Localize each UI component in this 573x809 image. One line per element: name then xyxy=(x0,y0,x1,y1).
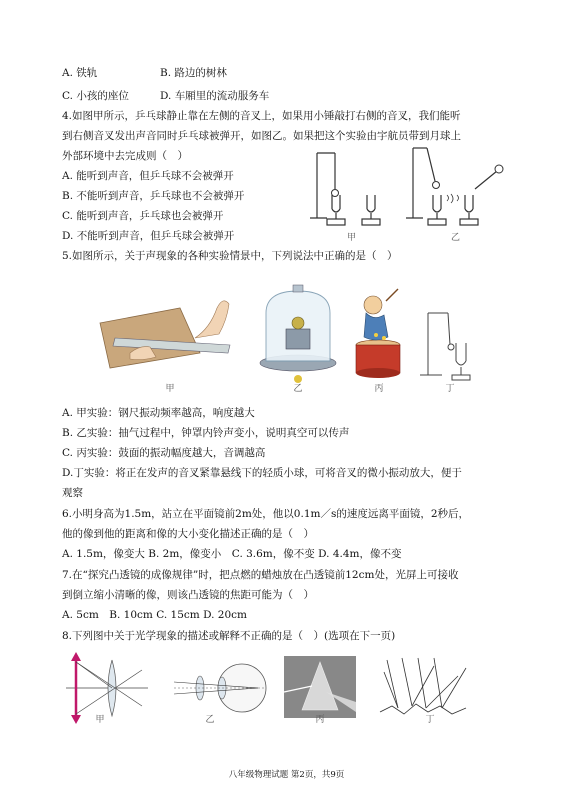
q5-option-d-line1: D.丁实验：将正在发声的音叉紧靠悬线下的轻质小球，可将音叉的微小振动放大，便于 xyxy=(62,467,462,479)
page-footer: 八年级物理试题 第2页，共9页 xyxy=(228,770,345,780)
q8-label-bing: 丙 xyxy=(315,715,325,725)
q7-stem-line2: 到倒立缩小清晰的像，则该凸透镜的焦距可能为（ ） xyxy=(62,589,314,601)
q5-label-yi: 乙 xyxy=(293,384,303,394)
q5-stem: 5.如图所示，关于声现象的各种实验情景中，下列说法中正确的是（ ） xyxy=(62,250,398,262)
q7-options: A. 5cm B. 10cm C. 15cm D. 20cm xyxy=(62,609,247,621)
q4-option-d: D. 不能听到声音，但乒乓球会被弹开 xyxy=(62,230,235,242)
q5-label-jia: 甲 xyxy=(165,384,175,394)
q8-label-ding: 丁 xyxy=(425,715,435,725)
q8-stem: 8.下列图中关于光学现象的描述或解释不正确的是（ ）(选项在下一页) xyxy=(62,630,396,642)
q5-option-c: C. 丙实验：鼓面的振动幅度越大，音调越高 xyxy=(62,447,266,459)
q6-options: A. 1.5m，像变大 B. 2m，像变小 C. 3.6m，像不变 D. 4.4m，像不变 xyxy=(62,548,402,560)
q4-stem-line1: 4.如图甲所示，乒乓球静止靠在左侧的音叉上，如果用小锤敲打右侧的音叉，我们能听 xyxy=(62,110,461,122)
q5-fig-bing-drum xyxy=(356,289,400,378)
q3-option-d: D. 车厢里的流动服务车 xyxy=(160,90,270,102)
q5-option-d-line2: 观察 xyxy=(62,487,83,499)
q4-stem-line2: 到右侧音叉发出声音同时乒乓球被弹开，如图乙。如果把这个实验由宇航员带到月球上 xyxy=(62,130,461,142)
q8-fig-bing-prism xyxy=(284,656,356,718)
q5-label-bing: 丙 xyxy=(374,384,384,394)
q7-stem-line1: 7.在“探究凸透镜的成像规律”时，把点燃的蜡烛放在凸透镜前12cm处，光屏上可接收 xyxy=(62,569,459,581)
q5-option-b: B. 乙实验：抽气过程中，钟罩内铃声变小，说明真空可以传声 xyxy=(62,427,350,439)
q4-stem-line3: 外部环境中去完成则（ ） xyxy=(62,150,188,162)
q8-label-yi: 乙 xyxy=(205,715,215,725)
q4-option-c: C. 能听到声音，乒乓球也会被弹开 xyxy=(62,210,224,222)
q4-tuning-fork-figure xyxy=(305,143,505,243)
q5-label-ding: 丁 xyxy=(445,384,455,394)
q4-option-a: A. 能听到声音，但乒乓球不会被弹开 xyxy=(62,170,234,182)
q4-option-b: B. 不能听到声音，乒乓球也不会被弹开 xyxy=(62,190,245,202)
q4-fig-label-jia: 甲 xyxy=(347,233,357,243)
q5-fig-jia-ruler xyxy=(100,301,230,368)
q3-option-c: C. 小孩的座位 xyxy=(62,90,129,102)
q3-option-a: A. 铁轨 xyxy=(62,67,98,79)
q5-option-a: A. 甲实验：钢尺振动频率越高，响度越大 xyxy=(62,407,255,419)
q6-stem-line2: 他的像到他的距离和像的大小变化描述正确的是（ ） xyxy=(62,528,314,540)
q3-option-b: B. 路边的树林 xyxy=(160,67,227,79)
q4-fig-label-yi: 乙 xyxy=(451,233,461,243)
q6-stem-line1: 6.小明身高为1.5m，站立在平面镜前2m处，他以0.1m／s的速度远离平面镜，2秒后， xyxy=(62,508,470,520)
q8-fig-yi-eye xyxy=(174,664,266,712)
q5-fig-yi-bell-jar xyxy=(260,285,336,383)
q8-label-jia: 甲 xyxy=(95,715,105,725)
q8-fig-ding-reflection xyxy=(380,658,466,714)
q5-fig-ding-fork xyxy=(420,313,470,380)
